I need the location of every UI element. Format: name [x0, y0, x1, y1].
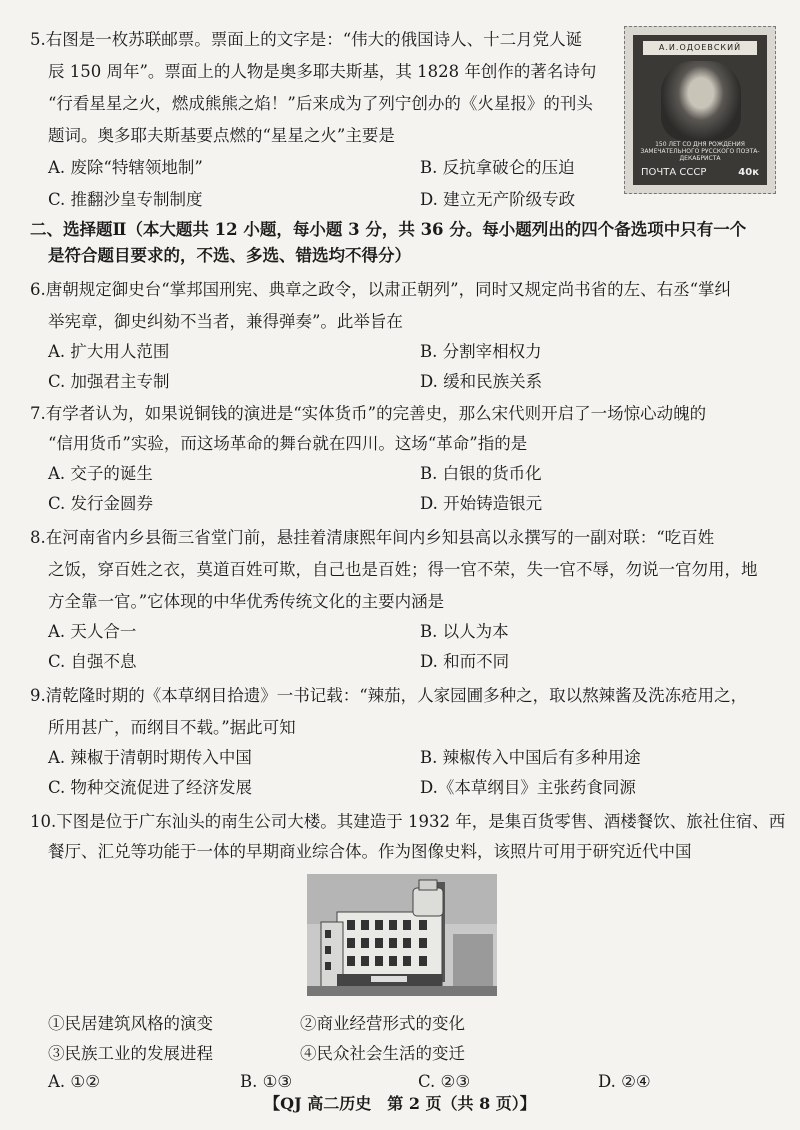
soviet-stamp-image [624, 26, 776, 194]
q8-line-2: 之饭，穿百姓之衣，莫道百姓可欺，自己也是百姓；得一官不荣，失一官不辱，勿说一官勿用，地 [48, 560, 758, 579]
q10-line-2: 餐厅、汇兑等功能于一体的早期商业综合体。作为图像史料，该照片可用于研究近代中国 [48, 842, 692, 861]
q5-option-c: C. 推翻沙皇专制制度 [48, 190, 203, 209]
stamp-portrait [661, 61, 741, 141]
q10-item-4: ④民众社会生活的变迁 [300, 1044, 465, 1063]
q5-line-2: 辰 150 周年”。票面上的人物是奥多耶夫斯基，其 1828 年创作的著名诗句 [48, 62, 597, 81]
stamp-frame [633, 35, 767, 185]
q7-option-c: C. 发行金圆券 [48, 494, 154, 513]
q10-line-1: 10.下图是位于广东汕头的南生公司大楼。其建造于 1932 年，是集百货零售、酒楼餐饮、旅社住宿、西 [30, 812, 786, 831]
section2-heading-1: 二、选择题Ⅱ（本大题共 12 小题，每小题 3 分，共 36 分。每小题列出的四个备选项中只有一个 [30, 220, 747, 239]
q6-line-1: 6.唐朝规定御史台“掌邦国刑宪、典章之政令，以肃正朝列”，同时又规定尚书省的左、右丞“掌纠 [30, 280, 732, 299]
q5-option-b: B. 反抗拿破仑的压迫 [420, 158, 575, 177]
q10-item-3: ③民族工业的发展进程 [48, 1044, 213, 1063]
q6-line-2: 举宪章，御史纠劾不当者，兼得弹奏”。此举旨在 [48, 312, 403, 331]
q10-option-a: A. ①② [48, 1072, 100, 1091]
q8-line-3: 方全靠一官。”它体现的中华优秀传统文化的主要内涵是 [48, 592, 445, 611]
q9-line-2: 所用甚广，而纲目不载。”据此可知 [48, 718, 296, 737]
q7-option-b: B. 白银的货币化 [420, 464, 542, 483]
nansheng-building-photo [307, 874, 497, 996]
q9-option-c: C. 物种交流促进了经济发展 [48, 778, 253, 797]
q7-line-2: “信用货币”实验，而这场革命的舞台就在四川。这场“革命”指的是 [48, 434, 528, 453]
q7-line-1: 7.有学者认为，如果说铜钱的演进是“实体货币”的完善史，那么宋代则开启了一场惊心动魄的 [30, 404, 707, 423]
q7-option-d: D. 开始铸造银元 [420, 494, 543, 513]
page-footer: 【QJ 高二历史 第 2 页（共 8 页）】 [264, 1094, 536, 1113]
q8-line-1: 8.在河南省内乡县衙三省堂门前，悬挂着清康熙年间内乡知县高以永撰写的一副对联：“吃百姓 [30, 528, 715, 547]
stamp-bottom [639, 165, 761, 181]
q5-option-a: A. 废除“特辖领地制” [48, 158, 203, 177]
q9-option-a: A. 辣椒于清朝时期传入中国 [48, 748, 252, 767]
q5-line-4: 题词。奥多耶夫斯基要点燃的“星星之火”主要是 [48, 126, 395, 145]
q8-option-c: C. 自强不息 [48, 652, 137, 671]
q9-option-b: B. 辣椒传入中国后有多种用途 [420, 748, 641, 767]
q6-option-b: B. 分割宰相权力 [420, 342, 542, 361]
stamp-bottom-left: ПОЧТА СССР [641, 167, 707, 178]
q8-option-d: D. 和而不同 [420, 652, 510, 671]
q6-option-c: C. 加强君主专制 [48, 372, 170, 391]
q6-option-d: D. 缓和民族关系 [420, 372, 543, 391]
q8-option-b: B. 以人为本 [420, 622, 509, 641]
q5-option-d: D. 建立无产阶级专政 [420, 190, 576, 209]
q5-line-3: “行看星星之火，燃成熊熊之焰！”后来成为了列宁创办的《火星报》的刊头 [48, 94, 593, 113]
building-illustration [307, 874, 497, 996]
q9-line-1: 9.清乾隆时期的《本草纲目拾遗》一书记载：“辣茄，人家园圃多种之，取以熬辣酱及洗冻疮用之， [30, 686, 748, 705]
q10-item-1: ①民居建筑风格的演变 [48, 1014, 213, 1033]
q8-option-a: A. 天人合一 [48, 622, 137, 641]
q10-option-c: C. ②③ [418, 1072, 471, 1091]
q10-item-2: ②商业经营形式的变化 [300, 1014, 465, 1033]
q10-option-b: B. ①③ [240, 1072, 293, 1091]
q9-option-d: D.《本草纲目》主张药食同源 [420, 778, 636, 797]
section2-heading-2: 是符合题目要求的，不选、多选、错选均不得分） [48, 246, 411, 265]
q10-option-d: D. ②④ [598, 1072, 651, 1091]
q6-option-a: A. 扩大用人范围 [48, 342, 170, 361]
stamp-caption: 150 ЛЕТ СО ДНЯ РОЖДЕНИЯ ЗАМЕЧАТЕЛЬНОГО РУССКОГО ПОЭТА-ДЕКАБРИСТА [640, 141, 760, 162]
stamp-value: 40к [738, 167, 759, 178]
q7-option-a: A. 交子的诞生 [48, 464, 153, 483]
q5-line-1: 5.右图是一枚苏联邮票。票面上的文字是：“伟大的俄国诗人、十二月党人诞 [30, 30, 583, 49]
stamp-top-text: А.И.ОДОЕВСКИЙ [643, 41, 757, 55]
